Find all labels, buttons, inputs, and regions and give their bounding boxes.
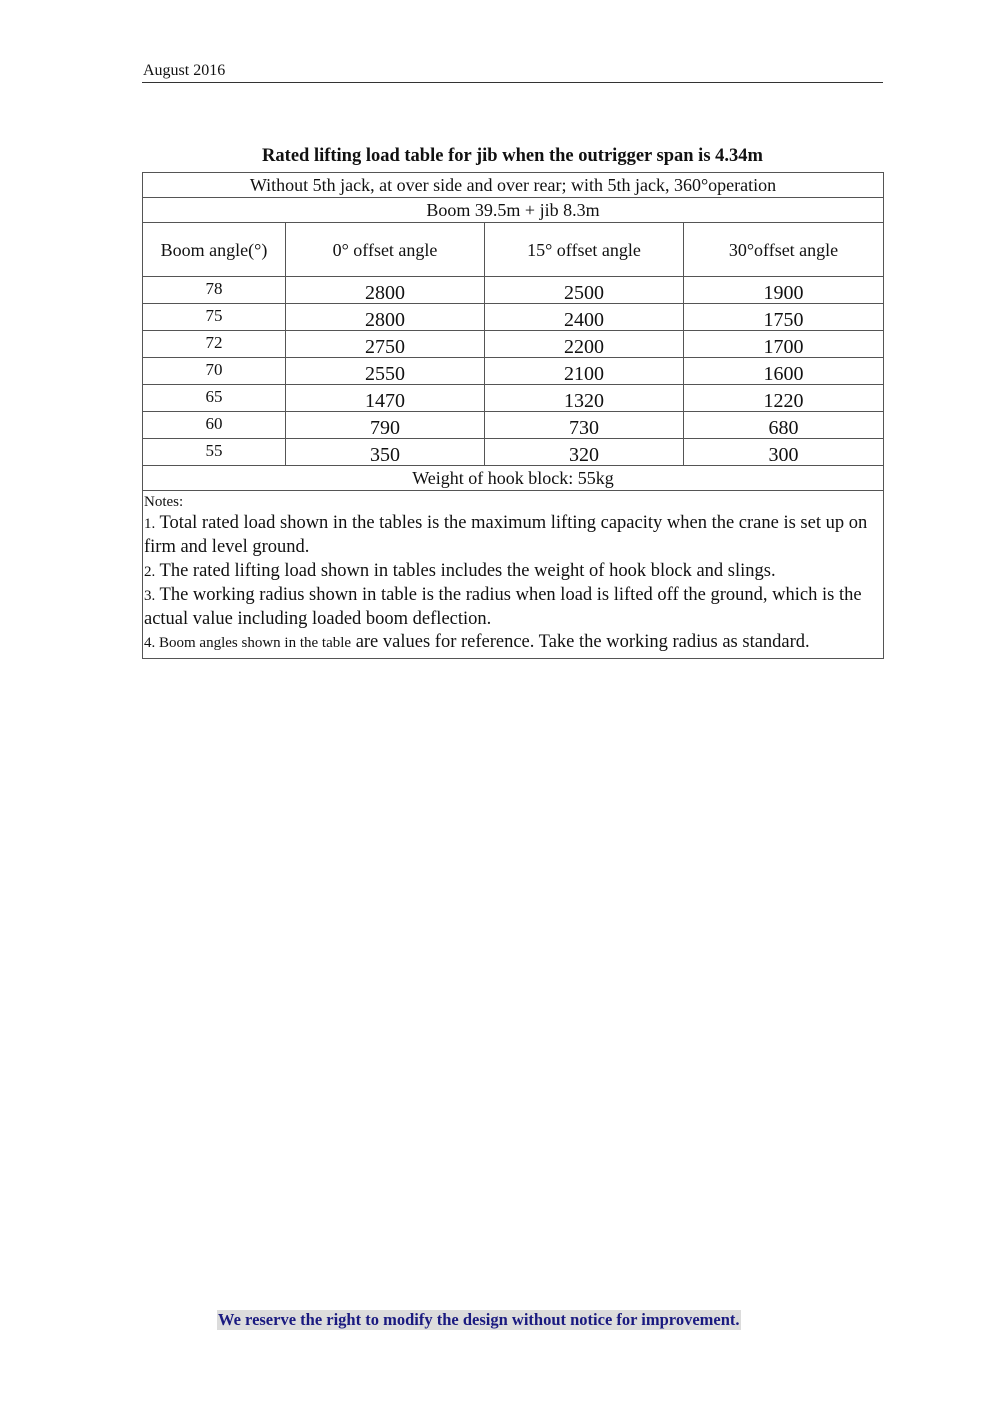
load-cell: 790 bbox=[286, 412, 485, 439]
load-table bbox=[142, 172, 884, 659]
table-row bbox=[143, 331, 884, 358]
load-cell: 2750 bbox=[286, 331, 485, 358]
note-item: 3. The working radius shown in table is the radius when load is lifted off the ground, which is the actual value including loaded boom deflection. bbox=[144, 584, 862, 630]
footer-disclaimer: We reserve the right to modify the design without notice for improvement. bbox=[218, 1310, 740, 1329]
load-cell: 300 bbox=[684, 439, 884, 466]
header-date: August 2016 bbox=[143, 62, 226, 79]
boom-angle-cell: 55 bbox=[143, 439, 286, 466]
load-cell: 1600 bbox=[684, 358, 884, 385]
column-header: Boom angle(°) bbox=[143, 223, 286, 277]
load-cell: 1320 bbox=[485, 385, 684, 412]
load-cell: 320 bbox=[485, 439, 684, 466]
boom-angle-cell: 70 bbox=[143, 358, 286, 385]
boom-angle-cell: 72 bbox=[143, 331, 286, 358]
load-cell: 2800 bbox=[286, 277, 485, 304]
column-header: 15° offset angle bbox=[485, 223, 684, 277]
note-item: 1. Total rated load shown in the tables is the maximum lifting capacity when the crane is set up on firm and level ground. bbox=[144, 513, 868, 558]
table-row bbox=[143, 304, 884, 331]
column-headers bbox=[143, 223, 884, 277]
boom-angle-cell: 60 bbox=[143, 412, 286, 439]
load-cell: 2400 bbox=[485, 304, 684, 331]
load-cell: 2550 bbox=[286, 358, 485, 385]
load-cell: 730 bbox=[485, 412, 684, 439]
boom-angle-cell: 78 bbox=[143, 277, 286, 304]
notes-heading: Notes: bbox=[144, 494, 184, 510]
note-item: 2. The rated lifting load shown in tables includes the weight of hook block and slings. bbox=[144, 560, 776, 581]
load-cell: 1700 bbox=[684, 331, 884, 358]
note-item: 4. Boom angles shown in the table are values for reference. Take the working radius as standard. bbox=[144, 632, 810, 653]
table-row bbox=[143, 412, 884, 439]
load-cell: 2100 bbox=[485, 358, 684, 385]
load-cell: 2500 bbox=[485, 277, 684, 304]
table-row bbox=[143, 439, 884, 466]
header-divider bbox=[142, 82, 883, 83]
table-title: Rated lifting load table for jib when the outrigger span is 4.34m bbox=[262, 146, 763, 166]
notes-cell bbox=[143, 491, 884, 659]
configuration-row: Boom 39.5m + jib 8.3m bbox=[143, 198, 884, 223]
load-cell: 2800 bbox=[286, 304, 485, 331]
condition-row: Without 5th jack, at over side and over rear; with 5th jack, 360°operation bbox=[143, 173, 884, 198]
load-cell: 1470 bbox=[286, 385, 485, 412]
hook-weight-row: Weight of hook block: 55kg bbox=[143, 466, 884, 491]
table-row bbox=[143, 358, 884, 385]
load-cell: 1900 bbox=[684, 277, 884, 304]
boom-angle-cell: 75 bbox=[143, 304, 286, 331]
load-cell: 350 bbox=[286, 439, 485, 466]
load-cell: 680 bbox=[684, 412, 884, 439]
column-header: 0° offset angle bbox=[286, 223, 485, 277]
load-cell: 2200 bbox=[485, 331, 684, 358]
table-row bbox=[143, 385, 884, 412]
load-cell: 1750 bbox=[684, 304, 884, 331]
column-header: 30°offset angle bbox=[684, 223, 884, 277]
boom-angle-cell: 65 bbox=[143, 385, 286, 412]
table-row bbox=[143, 277, 884, 304]
load-cell: 1220 bbox=[684, 385, 884, 412]
